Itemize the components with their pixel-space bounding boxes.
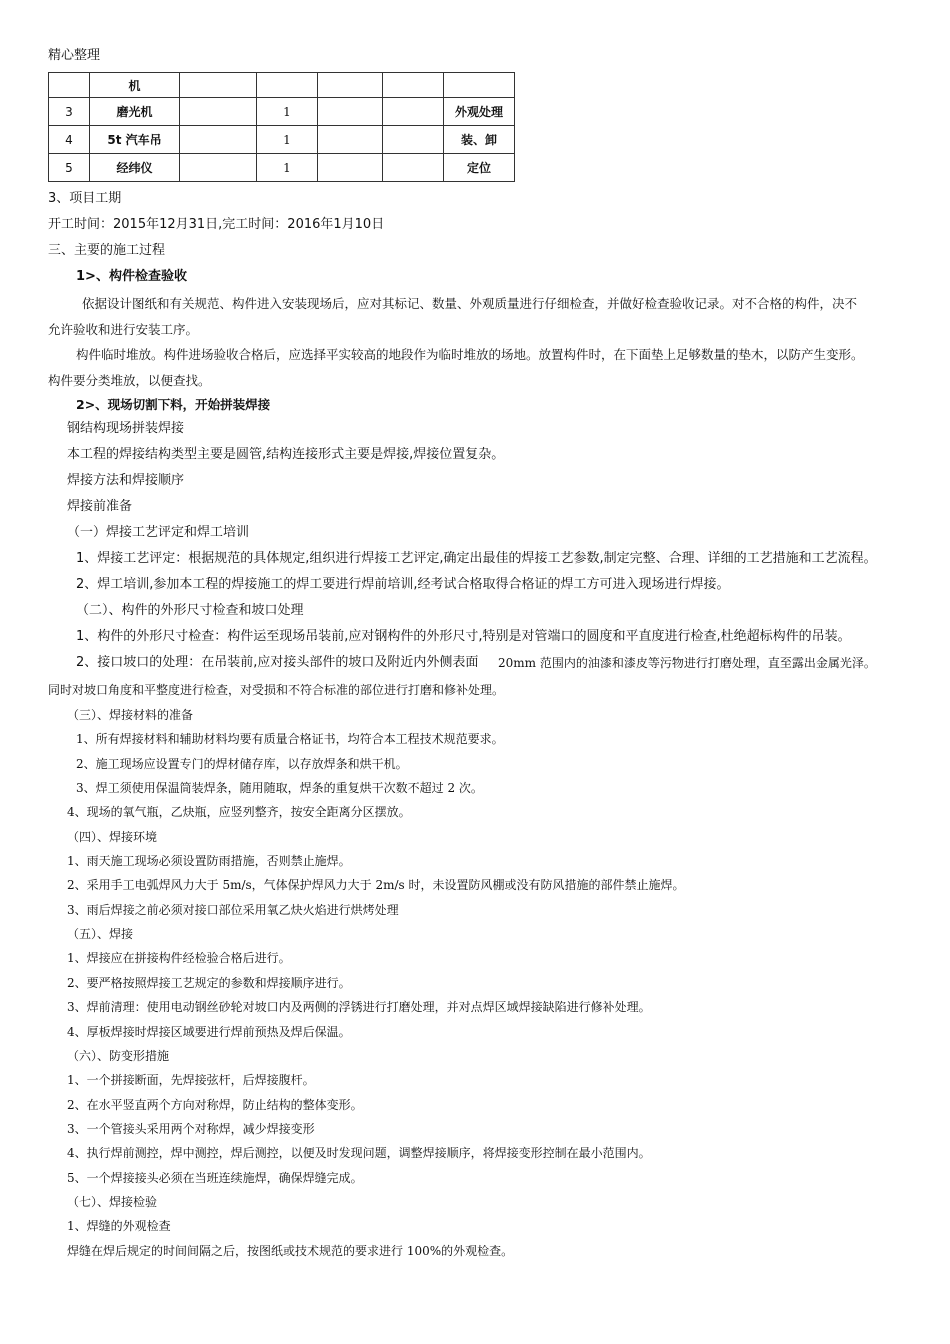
text-line: 1、焊缝的外观检查 xyxy=(67,1219,171,1233)
cell-no: 5 xyxy=(49,154,90,182)
cell-empty xyxy=(318,98,383,126)
text-line: 2、要严格按照焊接工艺规定的参数和焊接顺序进行。 xyxy=(67,976,351,990)
subsection-heading: 1>、构件检查验收 xyxy=(76,269,187,284)
cell-empty xyxy=(383,73,444,98)
cell-spec xyxy=(180,154,257,182)
text-line: 1、一个拼接断面，先焊接弦杆，后焊接腹杆。 xyxy=(67,1073,315,1087)
cell-name: 经纬仪 xyxy=(90,154,180,182)
text-line: 2、在水平竖直两个方向对称焊，防止结构的整体变形。 xyxy=(67,1098,363,1112)
cell-spec xyxy=(180,73,257,98)
cell-name: 机 xyxy=(90,73,180,98)
cell-use: 定位 xyxy=(444,154,515,182)
text-line: 3、焊前清理：使用电动钢丝砂轮对坡口内及两侧的浮锈进行打磨处理，并对点焊区域焊接缺陷进行修补处理。 xyxy=(67,1000,651,1014)
text-line: 1、构件的外形尺寸检查：构件运至现场吊装前,应对钢构件的外形尺寸,特别是对管端口的圆度和平直度进行检查,杜绝超标构件的吊装。 xyxy=(76,629,851,644)
cell-no: 3 xyxy=(49,98,90,126)
cell-use xyxy=(444,73,515,98)
text-line: 钢结构现场拼装焊接 xyxy=(67,421,185,436)
text-line: 3、一个管接头采用两个对称焊，减少焊接变形 xyxy=(67,1122,315,1136)
cell-qty: 1 xyxy=(257,126,318,154)
text-line: 3、焊工须使用保温筒装焊条，随用随取，焊条的重复烘干次数不超过 2 次。 xyxy=(76,781,483,795)
cell-empty xyxy=(318,126,383,154)
text-line: 构件临时堆放。构件进场验收合格后，应选择平实较高的地段作为临时堆放的场地。放置构件时，在下面垫上足够数量的垫木，以防产生变形。 xyxy=(76,347,864,362)
section-heading: 三、主要的施工过程 xyxy=(48,243,166,258)
table-row xyxy=(49,98,515,126)
text-line: 焊接前准备 xyxy=(67,499,133,514)
cell-no xyxy=(49,73,90,98)
text-line: 焊接方法和焊接顺序 xyxy=(67,473,185,488)
cell-use: 装、卸 xyxy=(444,126,515,154)
cell-name: 5t 汽车吊 xyxy=(90,126,180,154)
cell-empty xyxy=(318,73,383,98)
text-line: 1、焊接工艺评定：根据规范的具体规定,组织进行焊接工艺评定,确定出最佳的焊接工艺参数,制定完整、合理、详细的工艺措施和工艺流程。 xyxy=(76,551,877,566)
cell-empty xyxy=(383,154,444,182)
table-row xyxy=(49,154,515,182)
cell-qty: 1 xyxy=(257,98,318,126)
text-line: 同时对坡口角度和平整度进行检查，对受损和不符合标准的部位进行打磨和修补处理。 xyxy=(48,683,505,697)
cell-no: 4 xyxy=(49,126,90,154)
subsection-heading: （六）、防变形措施 xyxy=(67,1049,170,1063)
cell-use: 外观处理 xyxy=(444,98,515,126)
subsection-heading: （七）、焊接检验 xyxy=(67,1195,158,1209)
cell-qty xyxy=(257,73,318,98)
cell-spec xyxy=(180,98,257,126)
table-row xyxy=(49,73,515,98)
text-line: 开工时间：2015年12月31日,完工时间：2016年1月10日 xyxy=(48,217,385,232)
text-line: 焊缝在焊后规定的时间间隔之后，按图纸或技术规范的要求进行 100%的外观检查。 xyxy=(67,1244,514,1258)
cell-spec xyxy=(180,126,257,154)
subsection-heading: （四）、焊接环境 xyxy=(67,830,158,844)
text-line: 1、所有焊接材料和辅助材料均要有质量合格证书，均符合本工程技术规范要求。 xyxy=(76,732,504,746)
equipment-table xyxy=(48,72,515,182)
text-line: 2、施工现场应设置专门的焊材储存库，以存放焊条和烘干机。 xyxy=(76,757,408,771)
text-line: 4、执行焊前测控，焊中测控，焊后测控，以便及时发现问题，调整焊接顺序，将焊接变形控制在最小范围内。 xyxy=(67,1146,651,1160)
text-line: 1、焊接应在拼接构件经检验合格后进行。 xyxy=(67,951,291,965)
cell-empty xyxy=(383,126,444,154)
text-line: 2、采用手工电弧焊风力大于 5m/s，气体保护焊风力大于 2m/s 时，未设置防风棚或没有防风措施的部件禁止施焊。 xyxy=(67,878,685,892)
text-line: 2、接口坡口的处理：在吊装前,应对接头部件的坡口及附近内外侧表面 xyxy=(76,655,479,670)
subsection-heading: 2>、现场切割下料，开始拼装焊接 xyxy=(76,397,271,412)
subsection-heading: （二）、构件的外形尺寸检查和坡口处理 xyxy=(76,603,304,618)
text-line: 4、厚板焊接时焊接区域要进行焊前预热及焊后保温。 xyxy=(67,1025,351,1039)
section-heading: 3、项目工期 xyxy=(48,191,122,206)
text-line: 3、雨后焊接之前必须对接口部位采用氧乙炔火焰进行烘烤处理 xyxy=(67,903,399,917)
table-row xyxy=(49,126,515,154)
subsection-heading: （一）焊接工艺评定和焊工培训 xyxy=(67,525,250,540)
text-line: 依据设计图纸和有关规范、构件进入安装现场后，应对其标记、数量、外观质量进行仔细检查，并做好检查验收记录。对不合格的构件，决不 xyxy=(82,296,858,311)
text-line: 20mm 范围内的油漆和漆皮等污物进行打磨处理，直至露出金属光泽。 xyxy=(498,656,876,670)
cell-empty xyxy=(383,98,444,126)
page-header: 精心整理 xyxy=(48,48,101,63)
text-line: 2、焊工培训,参加本工程的焊接施工的焊工要进行焊前培训,经考试合格取得合格证的焊工方可进入现场进行焊接。 xyxy=(76,577,730,592)
text-line: 构件要分类堆放，以便查找。 xyxy=(48,373,211,388)
text-line: 1、雨天施工现场必须设置防雨措施，否则禁止施焊。 xyxy=(67,854,351,868)
text-line: 本工程的焊接结构类型主要是圆管,结构连接形式主要是焊接,焊接位置复杂。 xyxy=(67,447,505,462)
text-line: 5、一个焊接接头必须在当班连续施焊，确保焊缝完成。 xyxy=(67,1171,363,1185)
subsection-heading: （三）、焊接材料的准备 xyxy=(67,708,194,722)
text-line: 允许验收和进行安装工序。 xyxy=(48,322,199,337)
text-line: 4、现场的氧气瓶，乙炔瓶，应竖列整齐，按安全距离分区摆放。 xyxy=(67,805,411,819)
cell-empty xyxy=(318,154,383,182)
cell-name: 磨光机 xyxy=(90,98,180,126)
subsection-heading: （五）、焊接 xyxy=(67,927,134,941)
cell-qty: 1 xyxy=(257,154,318,182)
